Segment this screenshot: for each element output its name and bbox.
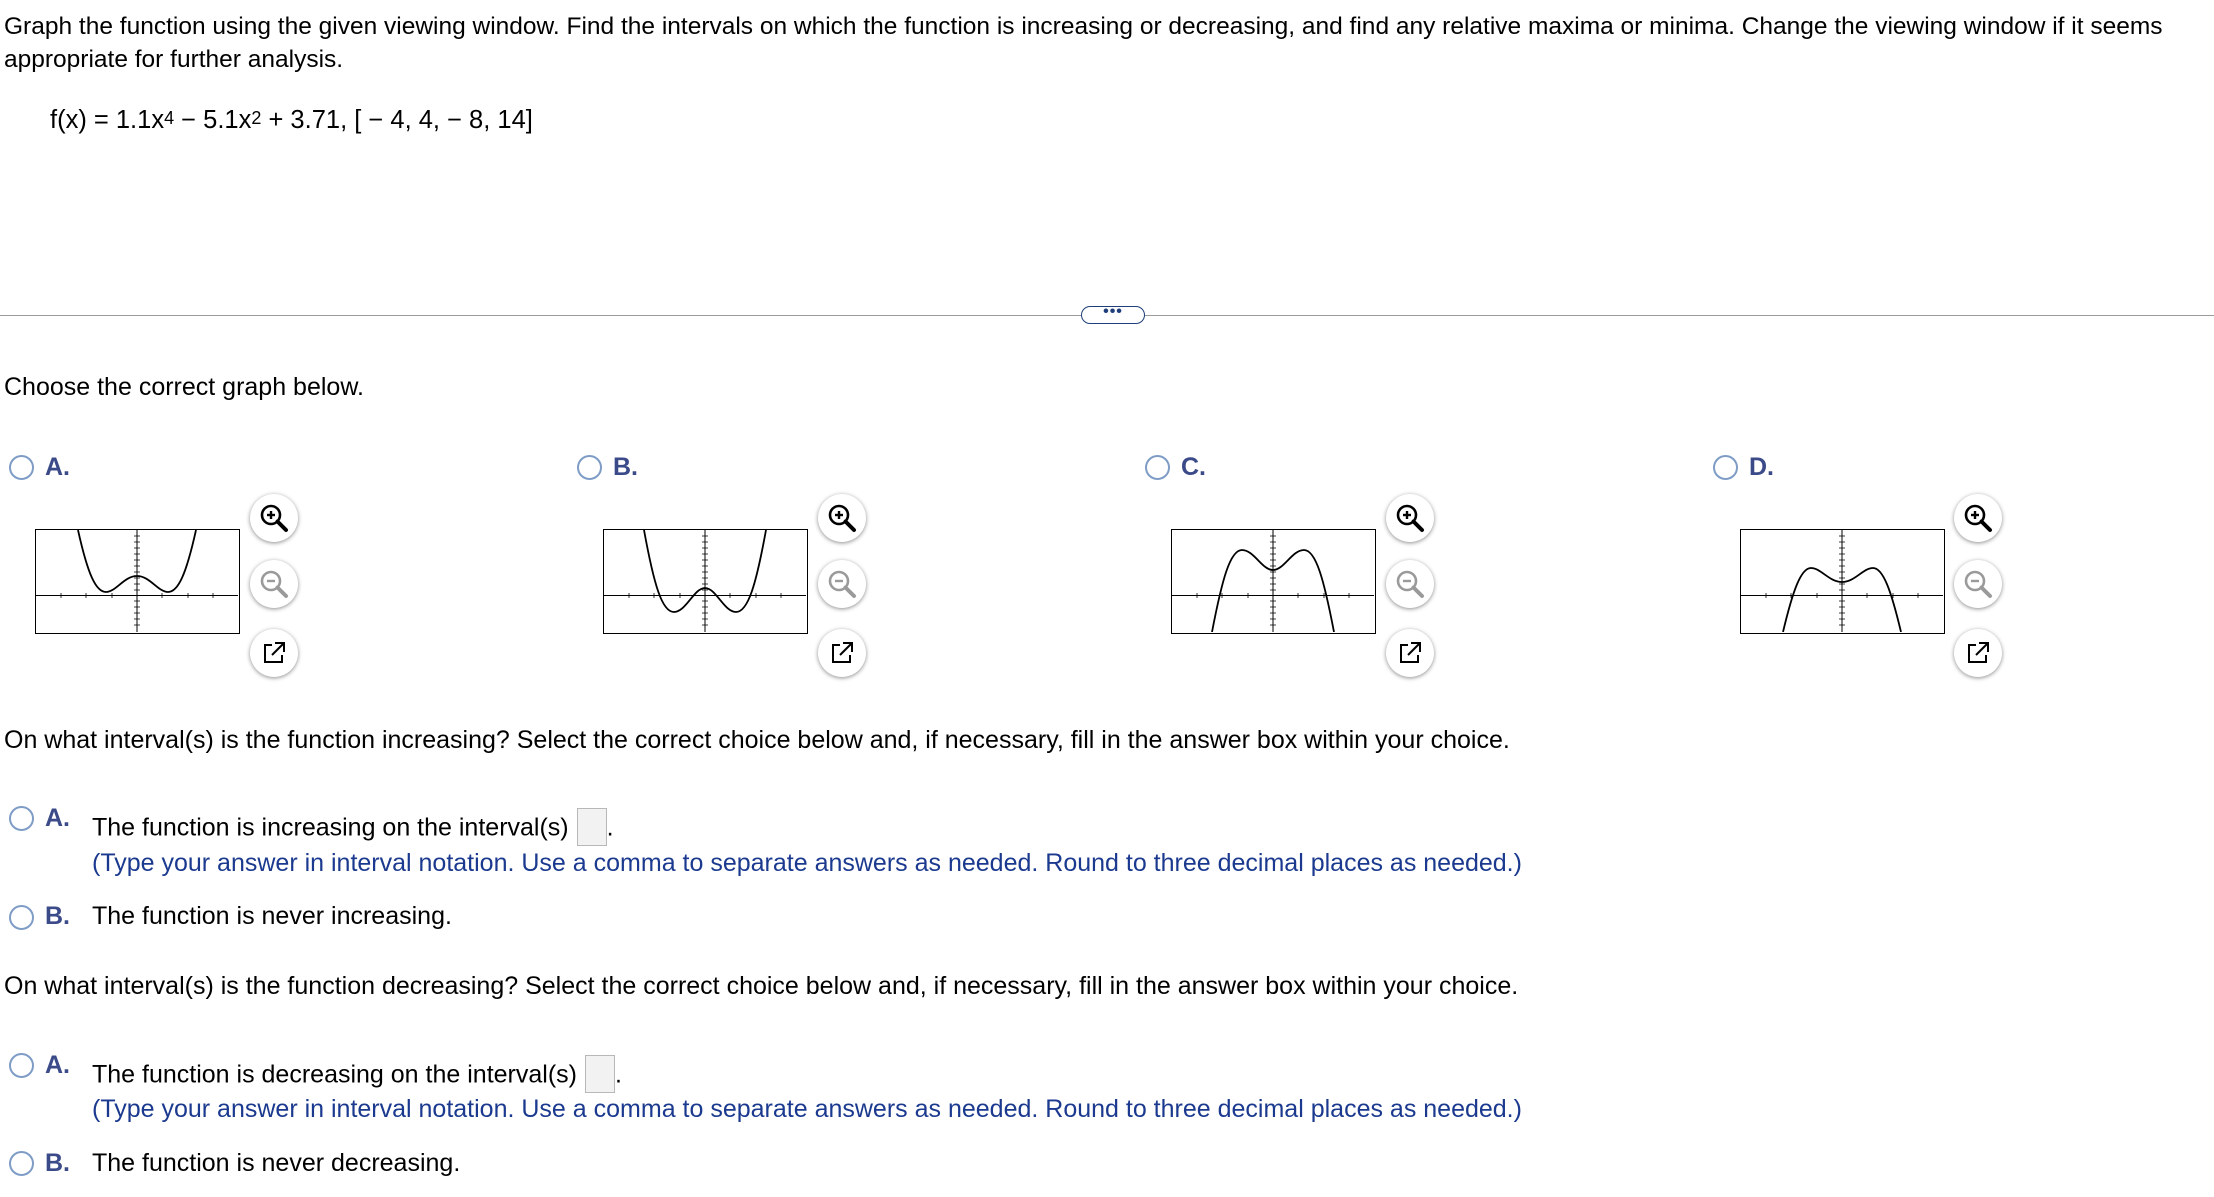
increasing-option-b-letter: B. [45,902,70,930]
open-in-new-window-icon [1962,637,1994,669]
graph-option-a-radio[interactable] [9,455,34,480]
graph-c-zoom-in-button[interactable] [1386,494,1434,542]
decreasing-prompt: On what interval(s) is the function decreasing? Select the correct choice below and, if necessary, fill in the answer box within your choice. [4,972,1519,1000]
open-in-new-window-icon [1394,637,1426,669]
graph-option-a[interactable] [35,529,240,634]
decreasing-answer-input[interactable] [585,1055,615,1093]
decreasing-option-b-radio[interactable] [9,1151,34,1176]
graph-d-zoom-in-button[interactable] [1954,494,2002,542]
graph-b-zoom-out-button[interactable] [818,560,866,608]
zoom-in-icon [1394,502,1426,534]
graph-d-open-window-button[interactable] [1954,629,2002,677]
open-in-new-window-icon [826,637,858,669]
graph-c-open-window-button[interactable] [1386,629,1434,677]
graph-b-open-window-button[interactable] [818,629,866,677]
decreasing-answer-period: . [614,1060,622,1089]
formula-exponent-1: 4 [164,108,175,128]
graph-a-zoom-out-button[interactable] [250,560,298,608]
graph-option-b-radio[interactable] [577,455,602,480]
decreasing-option-b-text: The function is never decreasing. [92,1149,461,1177]
decreasing-option-a-letter: A. [45,1051,70,1079]
decreasing-option-a-radio[interactable] [9,1053,34,1078]
graph-b-plot [604,530,806,632]
zoom-in-icon [1962,502,1994,534]
graph-a-open-window-button[interactable] [250,629,298,677]
decreasing-option-a [92,1057,622,1095]
increasing-option-a-text: The function is increasing on the interval(s) [92,813,569,842]
graph-a-plot [36,530,238,632]
graph-prompt: Choose the correct graph below. [4,373,364,401]
increasing-answer-input[interactable] [577,808,607,846]
decreasing-hint: (Type your answer in interval notation. Use a comma to separate answers as needed. Round to three decimal places as needed.) [92,1095,1522,1123]
zoom-out-icon [258,568,290,600]
graph-a-zoom-in-button[interactable] [250,494,298,542]
graph-option-a-letter: A. [45,453,70,481]
graph-d-plot [1741,530,1943,632]
zoom-out-icon [826,568,858,600]
graph-option-c-radio[interactable] [1145,455,1170,480]
graph-option-c[interactable] [1171,529,1376,634]
function-formula [50,106,533,135]
formula-middle: − 5.1x [174,106,252,134]
decreasing-option-b-letter: B. [45,1149,70,1177]
increasing-option-b-text: The function is never increasing. [92,902,452,930]
formula-prefix: f(x) = 1.1x [50,106,165,134]
question-instructions: Graph the function using the given viewing window. Find the intervals on which the function is increasing or decreasing, and find any relative maxima or minima. Change the viewing window if it seems appropriate for further analysis. [4,13,2163,73]
increasing-option-a-radio[interactable] [9,806,34,831]
graph-option-d-letter: D. [1749,453,1774,481]
expand-more-button[interactable]: ••• [1081,306,1145,324]
increasing-hint: (Type your answer in interval notation. Use a comma to separate answers as needed. Round to three decimal places as needed.) [92,849,1522,877]
increasing-prompt: On what interval(s) is the function increasing? Select the correct choice below and, if necessary, fill in the answer box within your choice. [4,726,1510,754]
graph-d-zoom-out-button[interactable] [1954,560,2002,608]
increasing-answer-period: . [606,813,614,842]
increasing-option-a-letter: A. [45,804,70,832]
graph-c-zoom-out-button[interactable] [1386,560,1434,608]
graph-b-zoom-in-button[interactable] [818,494,866,542]
zoom-out-icon [1962,568,1994,600]
formula-suffix: + 3.71, [ − 4, 4, − 8, 14] [261,106,533,134]
decreasing-option-a-text: The function is decreasing on the interval(s) [92,1060,577,1089]
increasing-option-b-radio[interactable] [9,905,34,930]
graph-option-b-letter: B. [613,453,638,481]
graph-c-plot [1172,530,1374,632]
formula-exponent-2: 2 [251,108,262,128]
graph-option-d-radio[interactable] [1713,455,1738,480]
zoom-out-icon [1394,568,1426,600]
increasing-option-a [92,810,614,848]
zoom-in-icon [258,502,290,534]
open-in-new-window-icon [258,637,290,669]
graph-option-b[interactable] [603,529,808,634]
graph-option-c-letter: C. [1181,453,1206,481]
zoom-in-icon [826,502,858,534]
graph-option-d[interactable] [1740,529,1945,634]
